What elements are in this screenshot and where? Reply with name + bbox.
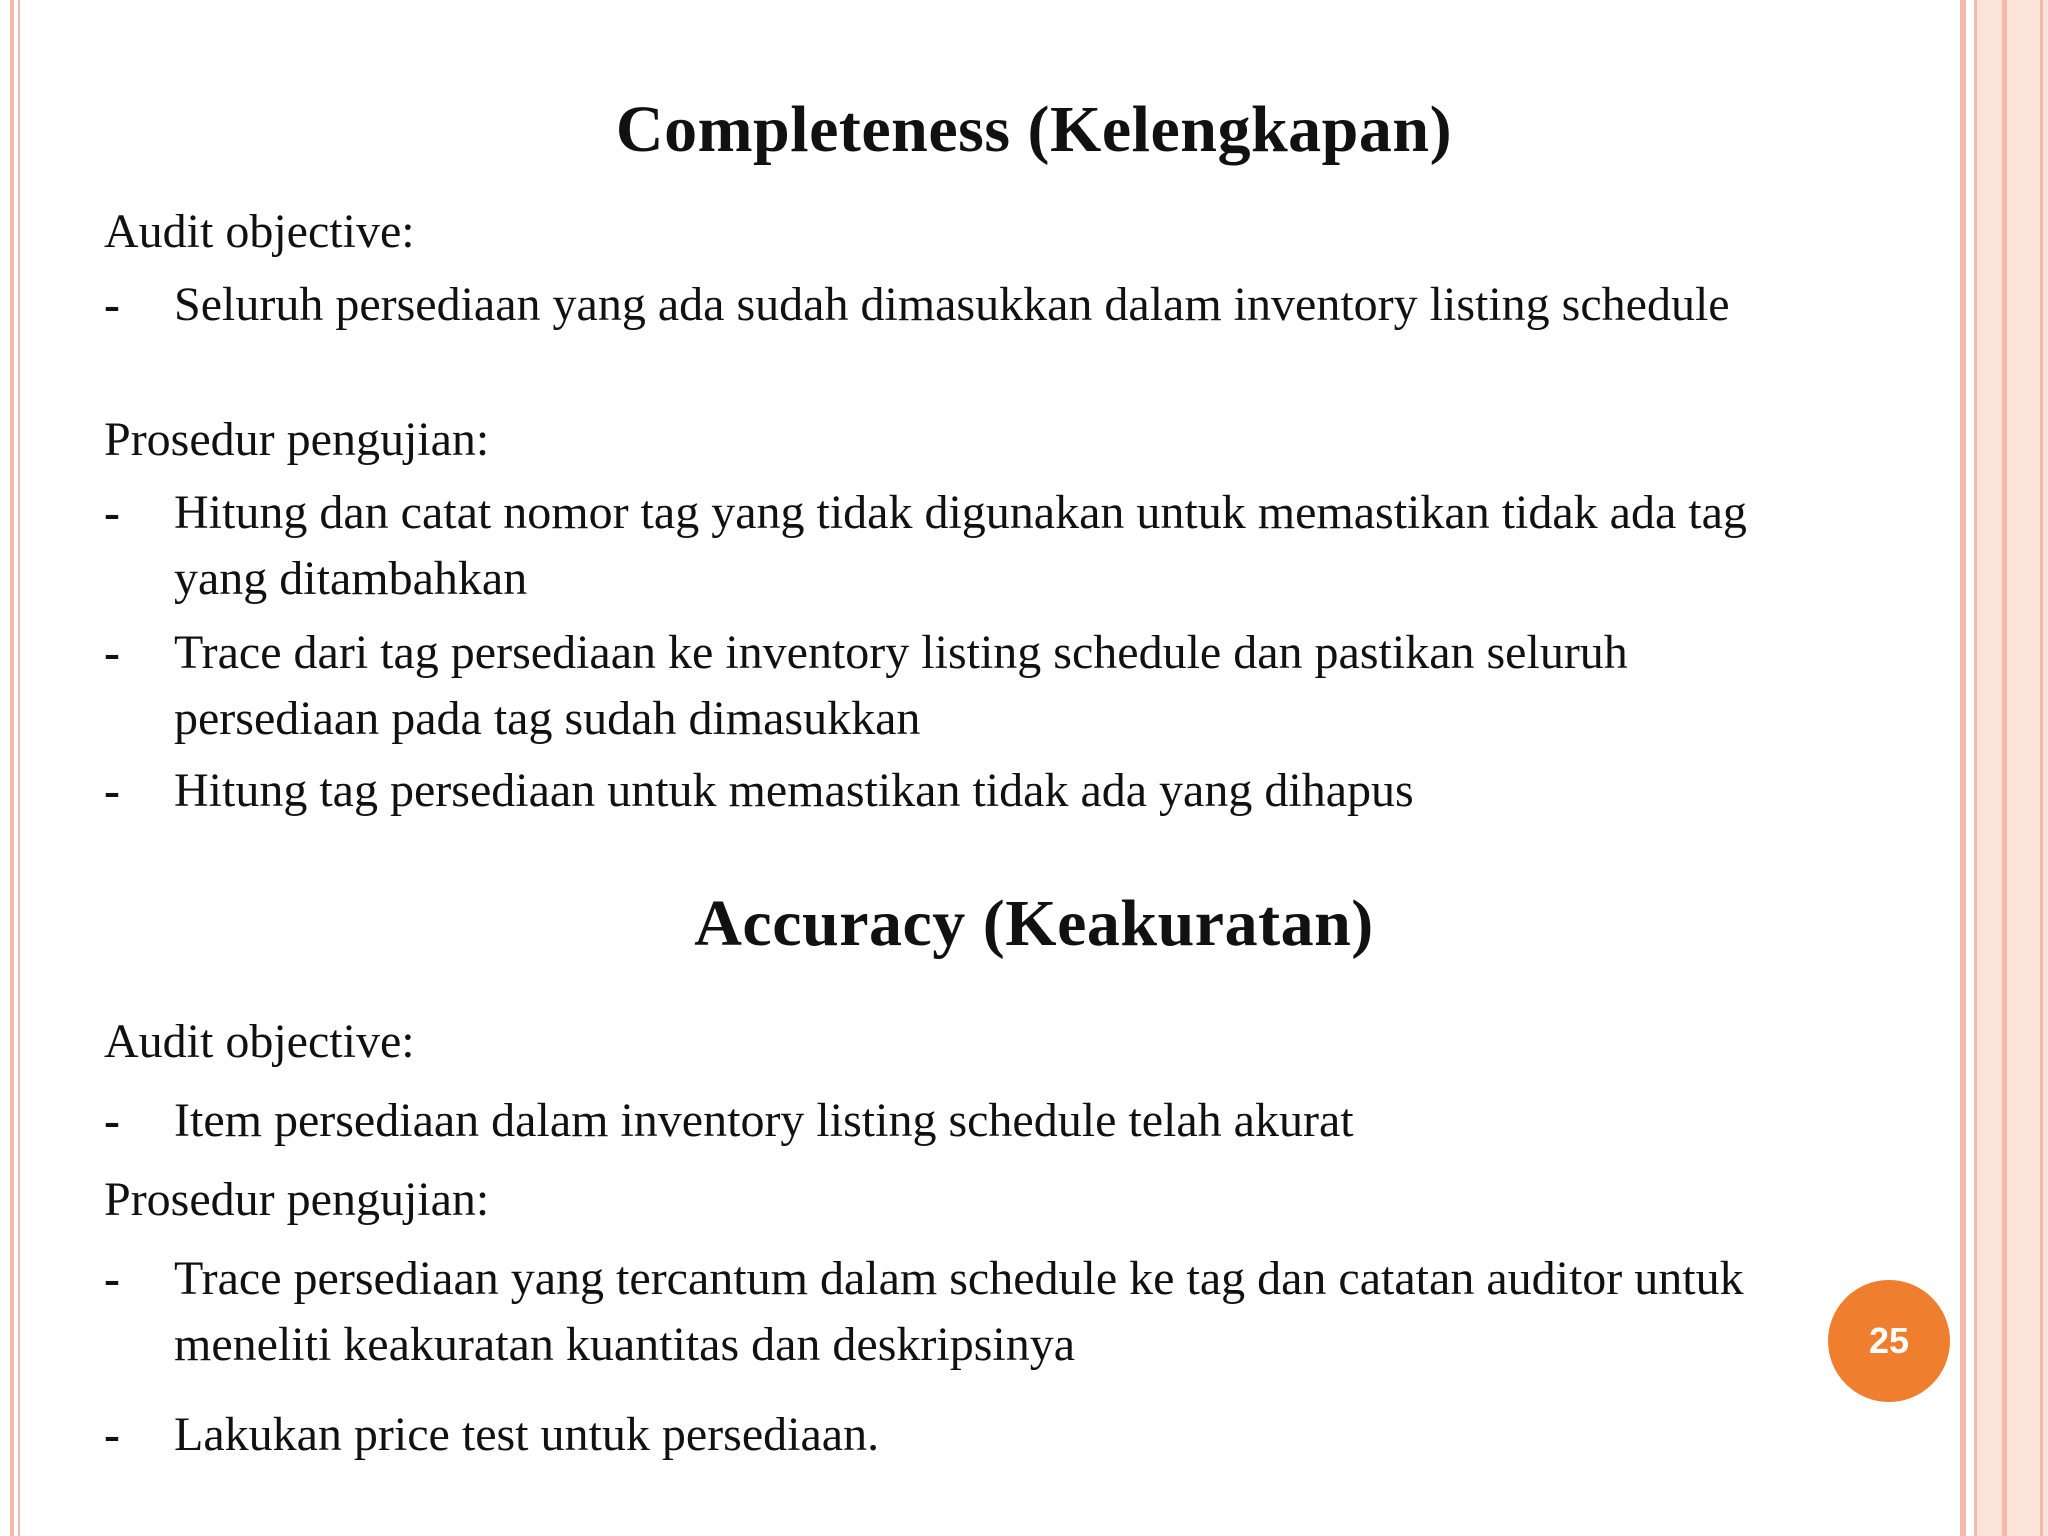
completeness-objective-item	[104, 272, 1824, 338]
bullet-dash: -	[104, 1094, 120, 1147]
right-band-edge	[2040, 0, 2043, 1536]
bullet-dash: -	[104, 1408, 120, 1461]
page-number-badge: 25	[1828, 1280, 1950, 1402]
frame-line-left-outer	[10, 0, 14, 1536]
bullet-dash: -	[104, 1252, 120, 1305]
accuracy-procedure-item	[104, 1246, 1824, 1378]
bullet-text: Item persediaan dalam inventory listing schedule telah akurat	[174, 1094, 1354, 1147]
accuracy-objective-label: Audit objective:	[104, 1015, 415, 1068]
completeness-procedure-item	[104, 480, 1824, 612]
bullet-text: Hitung tag persediaan untuk memastikan tidak ada yang dihapus	[174, 764, 1414, 817]
frame-line-left-inner	[18, 0, 20, 1536]
bullet-dash: -	[104, 486, 120, 539]
accuracy-procedure-label: Prosedur pengujian:	[104, 1173, 490, 1226]
completeness-procedure-label: Prosedur pengujian:	[104, 413, 490, 466]
bullet-text: Lakukan price test untuk persediaan.	[174, 1408, 880, 1461]
bullet-dash: -	[104, 764, 120, 817]
right-band-stripe	[2002, 0, 2007, 1536]
frame-line-right-outer	[1960, 0, 1966, 1536]
completeness-procedure-item	[104, 620, 1824, 752]
accuracy-objective-item	[104, 1088, 1824, 1154]
accuracy-heading: Accuracy (Keakuratan)	[694, 887, 1374, 960]
bullet-text: Hitung dan catat nomor tag yang tidak digunakan untuk memastikan tidak ada tag yang ditambahkan	[174, 486, 1747, 605]
completeness-heading: Completeness (Kelengkapan)	[615, 93, 1453, 166]
bullet-text: Trace dari tag persediaan ke inventory listing schedule dan pastikan seluruh persediaan pada tag sudah dimasukkan	[174, 626, 1628, 745]
completeness-objective-label: Audit objective:	[104, 205, 415, 258]
slide-content	[104, 0, 1924, 1536]
bullet-text: Trace persediaan yang tercantum dalam schedule ke tag dan catatan auditor untuk meneliti keakuratan kuantitas dan deskripsinya	[174, 1252, 1744, 1371]
right-decorative-band	[1977, 0, 2048, 1536]
bullet-dash: -	[104, 278, 120, 331]
bullet-text: Seluruh persediaan yang ada sudah dimasukkan dalam inventory listing schedule	[174, 278, 1730, 331]
bullet-dash: -	[104, 626, 120, 679]
completeness-procedure-item	[104, 758, 1824, 824]
accuracy-procedure-item	[104, 1402, 1824, 1468]
